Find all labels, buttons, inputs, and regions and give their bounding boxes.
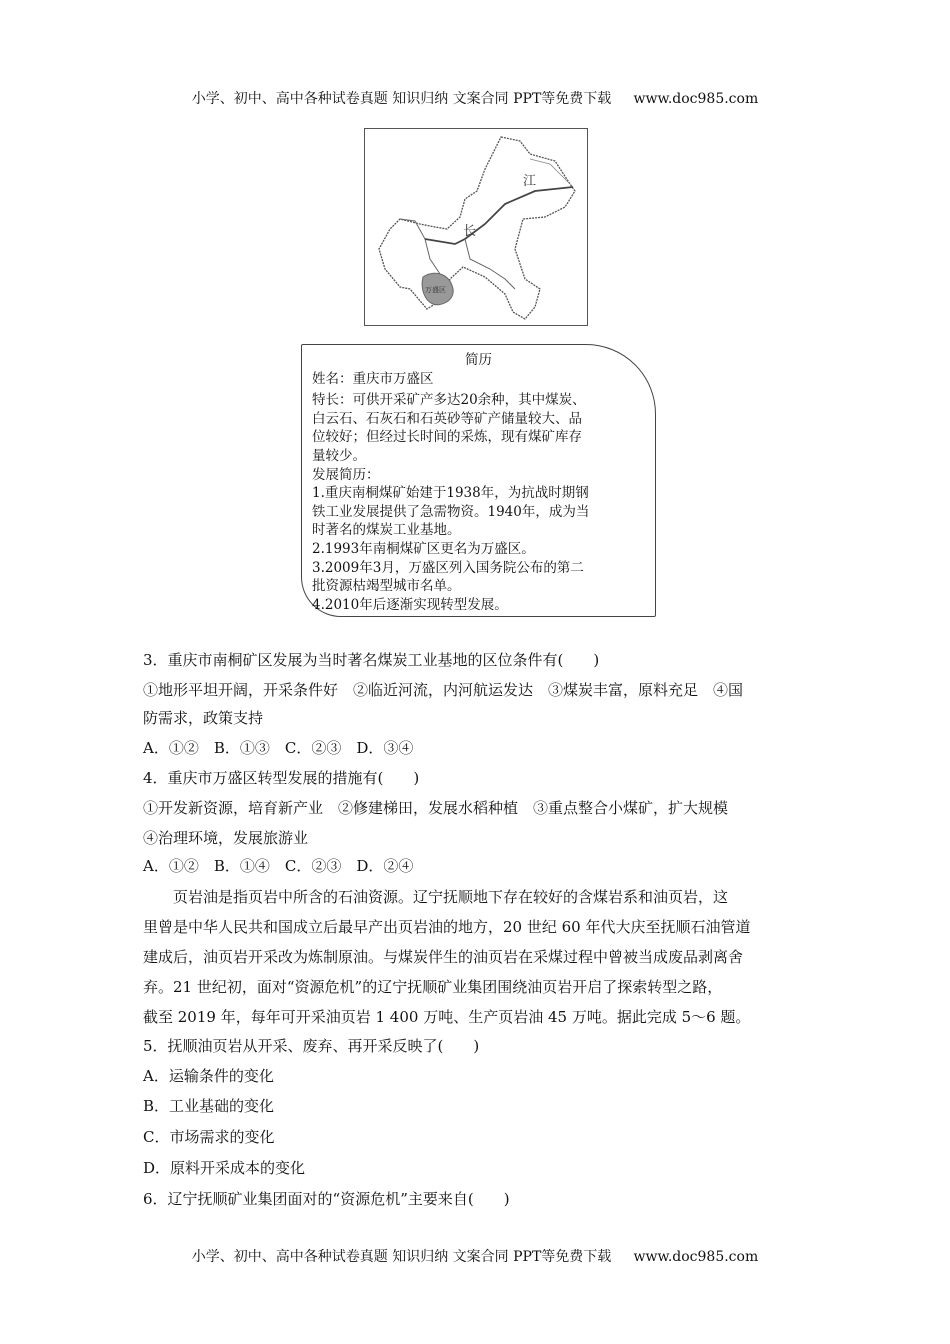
question-3-stem: 3．重庆市南桐矿区发展为当时著名煤炭工业基地的区位条件有( ) bbox=[143, 651, 600, 669]
question-3-options: ①地形平坦开阔，开采条件好 ②临近河流，内河航运发达 ③煤炭丰富，原料充足 ④国 bbox=[143, 681, 744, 699]
resume-line: 3.2009年3月，万盛区列入国务院公布的第二 bbox=[312, 559, 584, 576]
resume-line: 2.1993年南桐煤矿区更名为万盛区。 bbox=[312, 540, 535, 557]
resume-line: 时著名的煤炭工业基地。 bbox=[312, 522, 461, 539]
page-footer: 小学、初中、高中各种试卷真题 知识归纳 文案合同 PPT等免费下载 www.doc985.com bbox=[191, 1249, 759, 1265]
question-4-stem: 4．重庆市万盛区转型发展的措施有( ) bbox=[143, 769, 420, 787]
resume-box bbox=[301, 344, 656, 617]
question-4-options-cont: ④治理环境，发展旅游业 bbox=[143, 829, 309, 847]
chongqing-map bbox=[364, 128, 588, 326]
question-3-choices: A．①② B．①③ C．②③ D．③④ bbox=[143, 739, 414, 757]
map-label-chang: 长 bbox=[463, 224, 477, 239]
resume-line: 铁工业发展提供了急需物资。1940年，成为当 bbox=[312, 503, 590, 520]
passage-line: 里曾是中华人民共和国成立后最早产出页岩油的地方，20 世纪 60 年代大庆至抚顺石油管道 bbox=[143, 918, 751, 936]
page-header: 小学、初中、高中各种试卷真题 知识归纳 文案合同 PPT等免费下载 www.doc985.com bbox=[191, 91, 759, 107]
resume-line: 发展简历： bbox=[312, 466, 380, 483]
question-4-choices: A．①② B．①④ C．②③ D．②④ bbox=[143, 857, 414, 875]
resume-line: 4.2010年后逐渐实现转型发展。 bbox=[312, 596, 508, 613]
question-3-options-cont: 防需求，政策支持 bbox=[143, 709, 264, 727]
question-5-stem: 5．抚顺油页岩从开采、废弃、再开采反映了( ) bbox=[143, 1037, 480, 1055]
question-4-options: ①开发新资源，培育新产业 ②修建梯田，发展水稻种植 ③重点整合小煤矿，扩大规模 bbox=[143, 799, 729, 817]
question-5-option-d: D．原料开采成本的变化 bbox=[143, 1159, 306, 1177]
resume-line: 1.重庆南桐煤矿始建于1938年，为抗战时期钢 bbox=[312, 485, 589, 502]
question-5-option-a: A．运输条件的变化 bbox=[143, 1067, 274, 1085]
map-label-jiang: 江 bbox=[523, 174, 537, 189]
passage-line: 截至 2019 年，每年可开采油页岩 1 400 万吨、生产页岩油 45 万吨。据此完成 5～6 题。 bbox=[143, 1008, 751, 1026]
question-5-option-c: C．市场需求的变化 bbox=[143, 1128, 275, 1146]
passage-line: 建成后，油页岩开采改为炼制原油。与煤炭伴生的油页岩在采煤过程中曾被当成废品剥离舍 bbox=[143, 948, 744, 966]
resume-line: 姓名：重庆市万盛区 bbox=[312, 370, 434, 387]
resume-line: 位较好；但经过长时间的采炼，现有煤矿库存 bbox=[312, 429, 582, 446]
resume-line: 白云石、石灰石和石英砂等矿产储量较大、品 bbox=[312, 410, 582, 427]
resume-line: 特长：可供开采矿产多达20余种，其中煤炭、 bbox=[312, 392, 586, 409]
question-6-stem: 6．辽宁抚顺矿业集团面对的“资源危机”主要来自( ) bbox=[143, 1190, 510, 1208]
passage-line: 页岩油是指页岩中所含的石油资源。辽宁抚顺地下存在较好的含煤岩系和油页岩，这 bbox=[143, 888, 729, 906]
map-label-wansheng: 万盛区 bbox=[425, 286, 446, 294]
resume-line: 批资源枯竭型城市名单。 bbox=[312, 578, 461, 595]
passage-line: 弃。21 世纪初，面对“资源危机”的辽宁抚顺矿业集团围绕油页岩开启了探索转型之路， bbox=[143, 978, 723, 996]
question-5-option-b: B．工业基础的变化 bbox=[143, 1097, 275, 1115]
resume-line: 量较少。 bbox=[312, 447, 366, 464]
resume-title: 简历 bbox=[465, 352, 492, 368]
